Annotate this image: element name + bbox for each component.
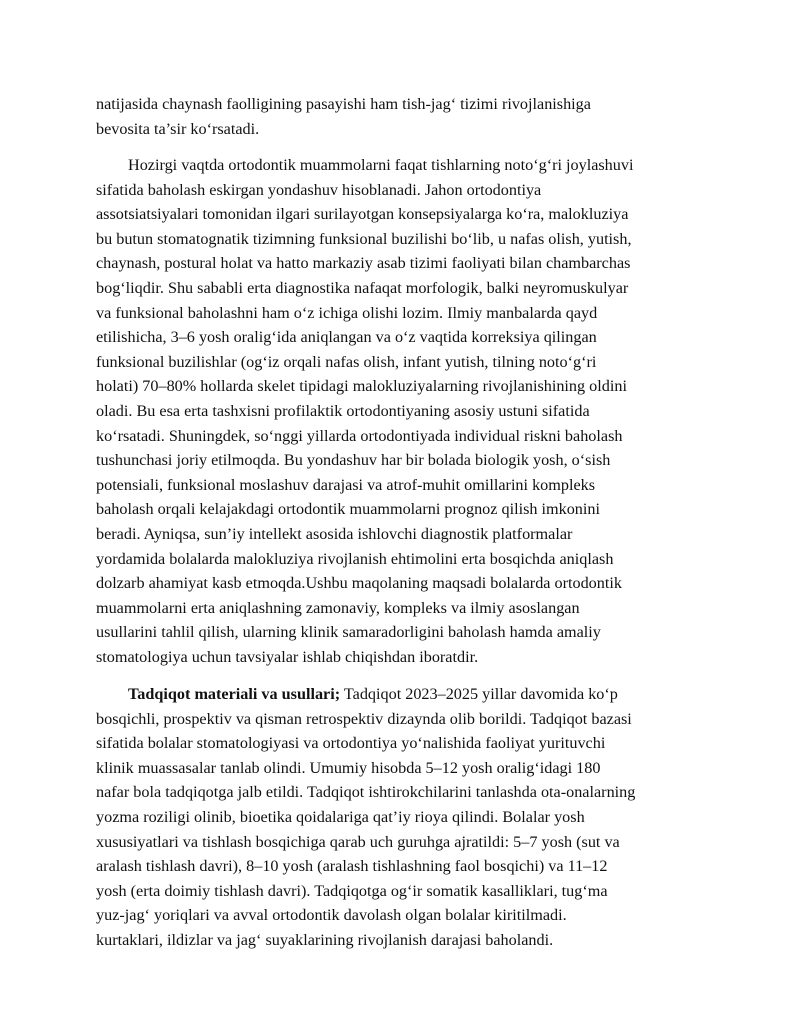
text-line: yordamida bolalarda malokluziya rivojlanish ehtimolini erta bosqichda aniqlash <box>96 549 614 568</box>
text-line: chaynash, postural holat va hatto markaziy asab tizimi faoliyati bilan chambarchas <box>96 254 631 273</box>
text-line: klinik muassasalar tanlab olindi. Umumiy hisobda 5–12 yosh oralig‘idagi 180 <box>96 758 601 777</box>
text-line: yozma roziligi olinib, bioetika qoidalariga qat’iy rioya qilindi. Bolalar yosh <box>96 807 585 826</box>
text-line: kurtaklari, ildizlar va jag‘ suyaklarining rivojlanish darajasi baholandi. <box>96 930 554 949</box>
text-line: aralash tishlash davri), 8–10 yosh (aralash tishlashning faol bosqichi) va 11–12 <box>96 857 608 876</box>
text-line: tushunchasi joriy etilmoqda. Bu yondashuv har bir bolada biologik yosh, o‘sish <box>96 451 611 470</box>
text-line: funksional buzilishlar (og‘iz orqali nafas olish, infant yutish, tilning noto‘g‘ri <box>96 352 597 371</box>
text-line <box>96 682 716 707</box>
text-line: dolzarb ahamiyat kasb etmoqda.Ushbu maqolaning maqsadi bolalarda ortodontik <box>96 574 622 593</box>
text-line: yuz-jag‘ yoriqlari va avval ortodontik davolash olgan bolalar kiritilmadi. <box>96 906 567 925</box>
text-line: yosh (erta doimiy tishlash davri). Tadqiqotga og‘ir somatik kasalliklari, tug‘ma <box>96 881 608 900</box>
text-line: bu butun stomatognatik tizimning funksional buzilishi bo‘lib, u nafas olish, yutish, <box>96 229 632 248</box>
text-line: potensiali, funksional moslashuv darajasi va atrof-muhit omillarini kompleks <box>96 475 596 494</box>
text-line: holati) 70–80% hollarda skelet tipidagi malokluziyalarning rivojlanishining oldini <box>96 377 627 396</box>
text-line: oladi. Bu esa erta tashxisni profilaktik ortodontiyaning asosiy ustuni sifatida <box>96 401 590 420</box>
text-line: stomatologiya uchun tavsiyalar ishlab chiqishdan iboratdir. <box>96 647 479 666</box>
text-line: muammolarni erta aniqlashning zamonaviy, kompleks va ilmiy asoslangan <box>96 598 580 617</box>
text-line: va funksional baholashni ham o‘z ichiga olishi lozim. Ilmiy manbalarda qayd <box>96 303 598 322</box>
paragraph-continuation <box>96 92 716 141</box>
text-line: bosqichli, prospektiv va qisman retrospektiv dizaynda olib borildi. Tadqiqot bazasi <box>96 709 632 728</box>
text-line: bog‘liqdir. Shu sababli erta diagnostika nafaqat morfologik, balki neyromuskulyar <box>96 278 629 297</box>
text-line: assotsiatsiyalari tomonidan ilgari surilayotgan konsepsiyalarga ko‘ra, malokluziya <box>96 205 629 224</box>
text-line: Hozirgi vaqtda ortodontik muammolarni faqat tishlarning noto‘g‘ri joylashuvi <box>128 156 634 174</box>
text-line: sifatida bolalar stomatologiyasi va ortodontiya yo‘nalishida faoliyat yurituvchi <box>96 734 606 753</box>
text-line: bevosita ta’sir ko‘rsatadi. <box>96 119 260 138</box>
text-line: usullarini tahlil qilish, ularning klinik samaradorligini baholash hamda amaliy <box>96 623 601 642</box>
text-line: etilishicha, 3–6 yosh oralig‘ida aniqlangan va o‘z vaqtida korreksiya qilingan <box>96 328 597 347</box>
paragraph-early-diagnosis <box>96 153 716 669</box>
text-line: nafar bola tadqiqotga jalb etildi. Tadqiqot ishtirokchilarini tanlashda ota-onalarning <box>96 783 636 802</box>
text-line: ko‘rsatadi. Shuningdek, so‘nggi yillarda ortodontiyada individual riskni baholash <box>96 426 623 445</box>
text-line: beradi. Ayniqsa, sun’iy intellekt asosida ishlovchi diagnostik platformalar <box>96 524 573 543</box>
text-line: baholash orqali kelajakdagi ortodontik muammolarni prognoz qilish imkonini <box>96 500 600 519</box>
text-line: natijasida chaynash faolligining pasayishi ham tish-jag‘ tizimi rivojlanishiga <box>96 95 591 113</box>
text-fragment: Tadqiqot 2023–2025 yillar davomida ko‘p <box>340 685 618 703</box>
text-line: xususiyatlari va tishlash bosqichiga qarab uch guruhga ajratildi: 5–7 yosh (sut va <box>96 832 620 851</box>
section-heading: Tadqiqot materiali va usullari; <box>128 685 341 703</box>
paragraph-methods <box>96 682 716 953</box>
text-line: sifatida baholash eskirgan yondashuv hisoblanadi. Jahon ortodontiya <box>96 180 542 199</box>
